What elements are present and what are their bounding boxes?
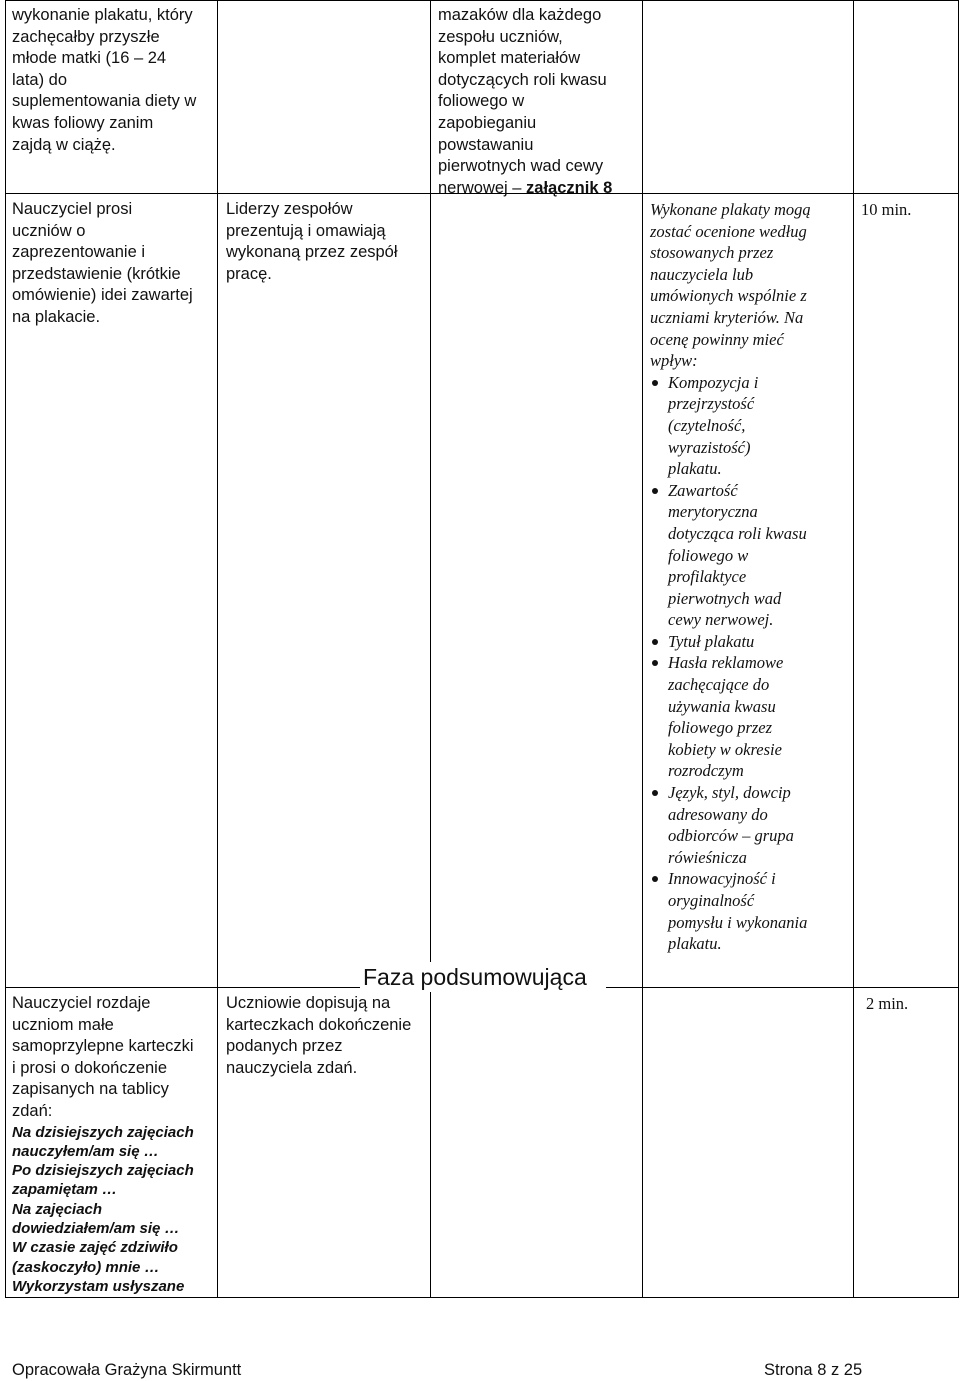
criteria-item xyxy=(650,480,811,631)
table-rule-col0 xyxy=(5,0,6,1298)
table-rule-col4 xyxy=(853,0,854,1298)
text-line: używania kwasu xyxy=(668,696,776,716)
text-line: Uczniowie dopisują na xyxy=(226,994,391,1012)
text-line: wpływ: xyxy=(650,351,698,371)
text-line: Tytuł plakatu xyxy=(668,631,755,651)
text-line: zachęcające do xyxy=(668,675,770,695)
text-line: nauczyciela zdań. xyxy=(226,1058,358,1077)
text-line: Na zajęciach xyxy=(12,1200,103,1218)
text-line: Wykorzystam usłyszane xyxy=(12,1277,185,1295)
row1-materials xyxy=(438,5,612,199)
row3-student-activity xyxy=(226,993,411,1079)
text-line: powstawaniu xyxy=(438,135,534,154)
text-line: zapisanych na tablicy xyxy=(12,1080,169,1099)
text-line: Po dzisiejszych zajęciach xyxy=(12,1162,194,1180)
text-line: samoprzylepne karteczki xyxy=(12,1037,194,1056)
text-line: Nauczyciel prosi xyxy=(12,200,133,218)
text-line: lata) do xyxy=(12,70,68,89)
text-line: adresowany do xyxy=(668,804,768,824)
text-line: prezentują i omawiają xyxy=(226,221,386,240)
text-line: Zawartość xyxy=(668,480,738,500)
text-line: zapobieganiu xyxy=(438,113,537,132)
text-line: cewy nerwowej. xyxy=(668,610,774,630)
text-line: pierwotnych wad xyxy=(668,588,782,608)
text-line: zachęcałby przyszłe xyxy=(12,27,160,46)
table-rule-row3-left xyxy=(5,987,360,988)
table-rule-col3 xyxy=(642,0,643,1298)
text-line: Na dzisiejszych zajęciach xyxy=(12,1123,194,1141)
text-line: pomysłu i wykonania xyxy=(668,912,808,932)
text-line: dowiedziałem/am się … xyxy=(12,1220,180,1238)
text-line: rówieśnicza xyxy=(668,847,747,867)
table-rule-top xyxy=(5,0,959,1)
text-line: Wykonane plakaty mogą xyxy=(650,200,811,219)
text-line: Liderzy zespołów xyxy=(226,200,353,218)
time-value: 2 min. xyxy=(866,994,909,1013)
text-line: foliowego w xyxy=(668,545,749,565)
row2-teacher-activity xyxy=(12,199,193,329)
text-line: stosowanych przez xyxy=(650,243,774,263)
text-line: wyrazistość) xyxy=(668,437,751,457)
text-line: przedstawienie (krótkie xyxy=(12,264,181,283)
criteria-item xyxy=(650,652,811,782)
text-line: komplet materiałów xyxy=(438,49,581,68)
phase-title: Faza podsumowująca xyxy=(363,964,587,990)
text-line: Kompozycja i xyxy=(668,372,759,392)
text-line: rozrodczym xyxy=(668,761,744,781)
text-line: młode matki (16 – 24 xyxy=(12,49,167,68)
text-line: uczniami kryteriów. Na xyxy=(650,307,804,327)
table-rule-col2 xyxy=(430,0,431,1298)
text-line: wykonaną przez zespół xyxy=(226,243,398,262)
text-line: zaprezentowanie i xyxy=(12,243,145,262)
table-rule-bottom xyxy=(5,1297,959,1298)
table-rule-col1 xyxy=(217,0,218,1298)
text-line: mazaków dla każdego xyxy=(438,6,602,24)
text-line: odbiorców – grupa xyxy=(668,826,794,846)
attachment-reference: załącznik 8 xyxy=(526,178,613,197)
time-value: 10 min. xyxy=(861,200,912,219)
text-line: zostać ocenione według xyxy=(650,221,807,241)
text-line: dotyczących roli kwasu xyxy=(438,70,607,89)
text-line: uczniów o xyxy=(12,221,86,240)
text-line: suplementowania diety w xyxy=(12,92,197,111)
text-line: profilaktyce xyxy=(668,567,747,587)
text-line: wykonanie plakatu, który xyxy=(12,6,193,24)
text-line: foliowego w xyxy=(438,92,525,111)
text-line: merytoryczna xyxy=(668,502,758,522)
table-rule-row3-right xyxy=(606,987,959,988)
text-line xyxy=(438,178,612,200)
criteria-item xyxy=(650,868,811,954)
criteria-item xyxy=(650,782,811,868)
text-line: pierwotnych wad cewy xyxy=(438,157,604,176)
footer-author: Opracowała Grażyna Skirmuntt xyxy=(12,1361,242,1379)
row3-teacher-activity xyxy=(12,993,194,1296)
text-line: Nauczyciel rozdaje xyxy=(12,994,151,1012)
criteria-item xyxy=(650,372,811,480)
text-line: Hasła reklamowe xyxy=(668,653,784,673)
row2-time xyxy=(861,199,911,221)
text-line: na plakacie. xyxy=(12,307,101,326)
text-line: omówienie) idei zawartej xyxy=(12,286,193,305)
text-line: nauczyłem/am się … xyxy=(12,1142,159,1160)
text-line: uczniom małe xyxy=(12,1015,114,1034)
criteria-item xyxy=(650,631,811,653)
text-line: Język, styl, dowcip xyxy=(668,783,791,803)
text-line: kobiety w okresie xyxy=(668,739,782,759)
text-line: i prosi o dokończenie xyxy=(12,1058,168,1077)
sentence-prompts xyxy=(12,1123,194,1297)
criteria-list xyxy=(650,372,811,955)
text-line: zespołu uczniów, xyxy=(438,27,563,46)
text-line: plakatu. xyxy=(668,934,722,954)
row1-teacher-activity xyxy=(12,5,196,156)
text-line: W czasie zajęć zdziwiło xyxy=(12,1239,178,1257)
text-line: umówionych wspólnie z xyxy=(650,286,807,306)
text-line: Innowacyjność i xyxy=(668,869,776,889)
text-line: dotycząca roli kwasu xyxy=(668,523,807,543)
text-line: plakatu. xyxy=(668,459,722,479)
table-rule-col5 xyxy=(958,0,959,1298)
text-line: ocenę powinny mieć xyxy=(650,329,784,349)
text-line: foliowego przez xyxy=(668,718,773,738)
text-line: kwas foliowy zanim xyxy=(12,113,154,132)
text-line: zdań: xyxy=(12,1101,53,1120)
text-line: nauczyciela lub xyxy=(650,264,754,284)
text-line: karteczkach dokończenie xyxy=(226,1015,412,1034)
text-span: nerwowej – xyxy=(438,178,527,197)
text-line: pracę. xyxy=(226,264,272,283)
text-line: (czytelność, xyxy=(668,415,746,435)
text-line: zapamiętam … xyxy=(12,1181,118,1199)
text-line: zajdą w ciążę. xyxy=(12,135,116,154)
text-line: podanych przez xyxy=(226,1037,343,1056)
text-line: (zaskoczyło) mnie … xyxy=(12,1258,160,1276)
row2-student-activity xyxy=(226,199,398,285)
row3-time xyxy=(866,993,908,1015)
row2-assessment-criteria xyxy=(650,199,811,955)
footer-page-number: Strona 8 z 25 xyxy=(764,1361,863,1379)
text-line: oryginalność xyxy=(668,891,755,910)
text-line: przejrzystość xyxy=(668,394,755,414)
